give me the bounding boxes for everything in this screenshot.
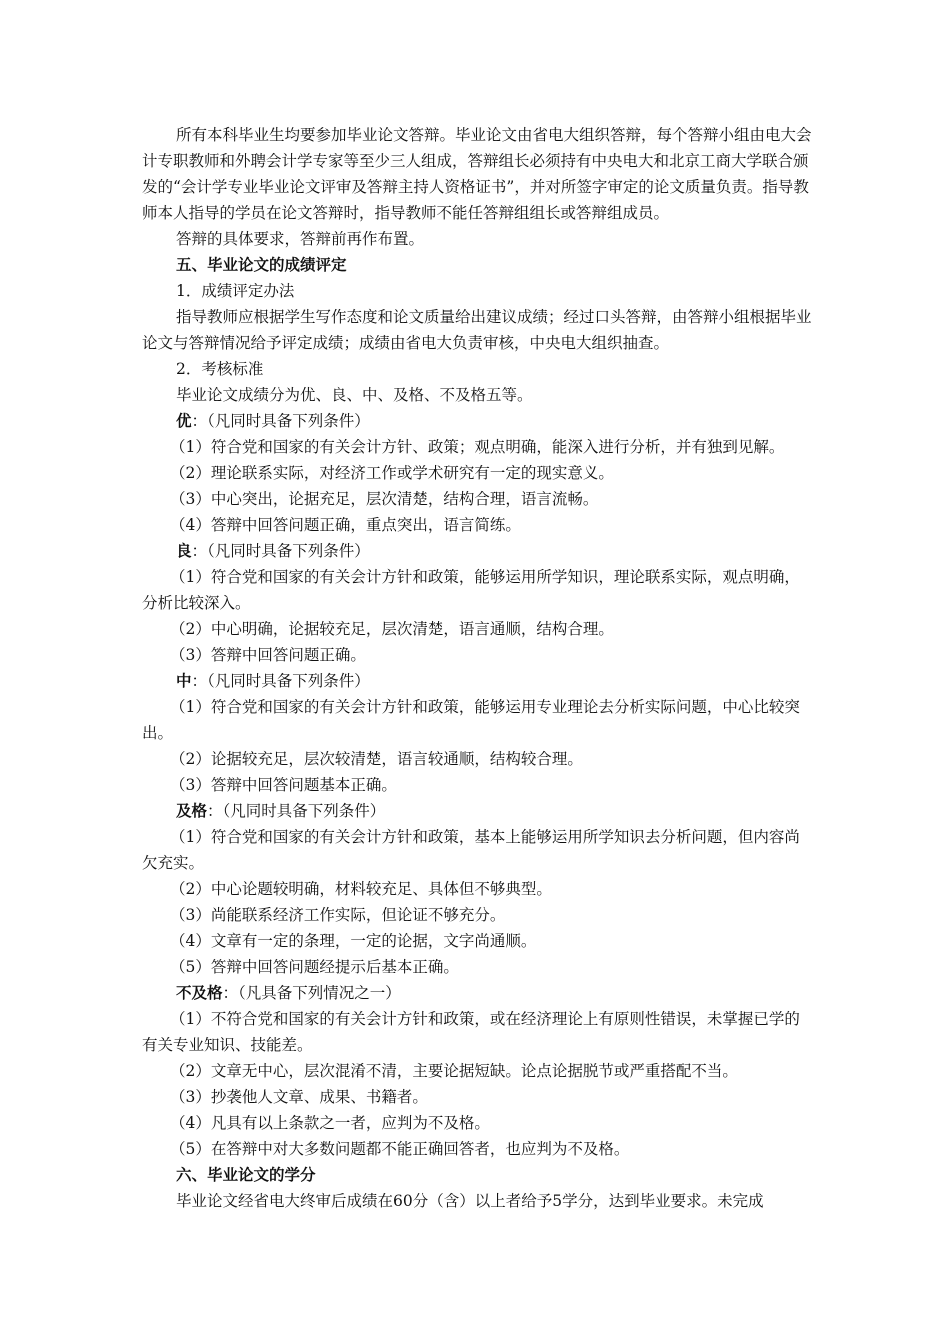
list-item: （5）在答辩中对大多数问题都不能正确回答者，也应判为不及格。 [170,1140,630,1158]
grade-fail-heading [142,980,814,1006]
list-item: （3）答辩中回答问题正确。 [170,646,366,664]
grade-pass-heading [142,798,814,824]
list-item: （1）符合党和国家的有关会计方针、政策；观点明确，能深入进行分析，并有独到见解。 [170,438,785,456]
paragraph-intro: 所有本科毕业生均要参加毕业论文答辩。毕业论文由省电大组织答辩，每个答辩小组由电大会计专职教师和外聘会计学专家等至少三人组成，答辩组长必须持有中央电大和北京工商大学联合颁发的“会计学专业毕业论文评审及答辩主持人资格证书”，并对所签字审定的论文质量负责。指导教师本人指导的学员在论文答辩时，指导教师不能任答辩组组长或答辩组成员。 [142,126,812,222]
paragraph-grading-method: 指导教师应根据学生写作态度和论文质量给出建议成绩；经过口头答辩，由答辩小组根据毕业论文与答辩情况给予评定成绩；成绩由省电大负责审核，中央电大组织抽查。 [142,308,812,352]
grade-condition: ：（凡同时具备下列条件） [191,412,370,430]
list-item: （3）抄袭他人文章、成果、书籍者。 [170,1088,428,1106]
list-item: （2）中心论题较明确，材料较充足、具体但不够典型。 [170,880,552,898]
list-item: （5）答辩中回答问题经提示后基本正确。 [170,958,459,976]
subheading-1: 1．成绩评定办法 [176,282,295,300]
section-heading-5: 五、毕业论文的成绩评定 [176,255,347,274]
grade-title: 优 [176,411,192,430]
list-item: （1）不符合党和国家的有关会计方针和政策，或在经济理论上有原则性错误，未掌握已学的有关专业知识、技能差。 [142,1010,800,1054]
grade-title: 及格 [176,801,208,820]
list-item: （2）论据较充足，层次较清楚，语言较通顺，结构较合理。 [170,750,583,768]
grade-title: 中 [176,671,192,690]
list-item: （1）符合党和国家的有关会计方针和政策，基本上能够运用所学知识去分析问题，但内容尚欠充实。 [142,828,800,872]
grade-condition: ：（凡同时具备下列条件） [207,802,386,820]
document-body [142,122,814,1214]
list-item: （4）凡具有以上条款之一者，应判为不及格。 [170,1114,490,1132]
grade-condition: ：（凡具备下列情况之一） [222,984,401,1002]
subheading-2: 2．考核标准 [176,360,264,378]
list-item: （2）中心明确，论据较充足，层次清楚，语言通顺，结构合理。 [170,620,614,638]
paragraph-credit: 毕业论文经省电大终审后成绩在60分（含）以上者给予5学分，达到毕业要求。未完成 [176,1192,764,1210]
list-item: （3）答辩中回答问题基本正确。 [170,776,397,794]
grade-condition: ：（凡同时具备下列条件） [191,542,370,560]
grade-title: 良 [176,541,192,560]
section-heading-6: 六、毕业论文的学分 [176,1165,316,1184]
paragraph-defense: 答辩的具体要求，答辩前再作布置。 [176,230,425,248]
list-item: （4）文章有一定的条理，一定的论据，文字尚通顺。 [170,932,537,950]
list-item: （4）答辩中回答问题正确，重点突出，语言简练。 [170,516,521,534]
list-item: （1）符合党和国家的有关会计方针和政策，能够运用所学知识，理论联系实际，观点明确，分析比较深入。 [142,568,800,612]
grade-title: 不及格 [176,983,223,1002]
paragraph-grade-levels: 毕业论文成绩分为优、良、中、及格、不及格五等。 [176,386,533,404]
list-item: （1）符合党和国家的有关会计方针和政策，能够运用专业理论去分析实际问题，中心比较突出。 [142,698,800,742]
list-item: （2）文章无中心，层次混淆不清，主要论据短缺。论点论据脱节或严重搭配不当。 [170,1062,738,1080]
grade-condition: ：（凡同时具备下列条件） [191,672,370,690]
grade-good-heading [142,538,814,564]
grade-medium-heading [142,668,814,694]
list-item: （2）理论联系实际，对经济工作或学术研究有一定的现实意义。 [170,464,614,482]
list-item: （3）尚能联系经济工作实际，但论证不够充分。 [170,906,506,924]
list-item: （3）中心突出，论据充足，层次清楚，结构合理，语言流畅。 [170,490,599,508]
grade-excellent-heading [142,408,814,434]
